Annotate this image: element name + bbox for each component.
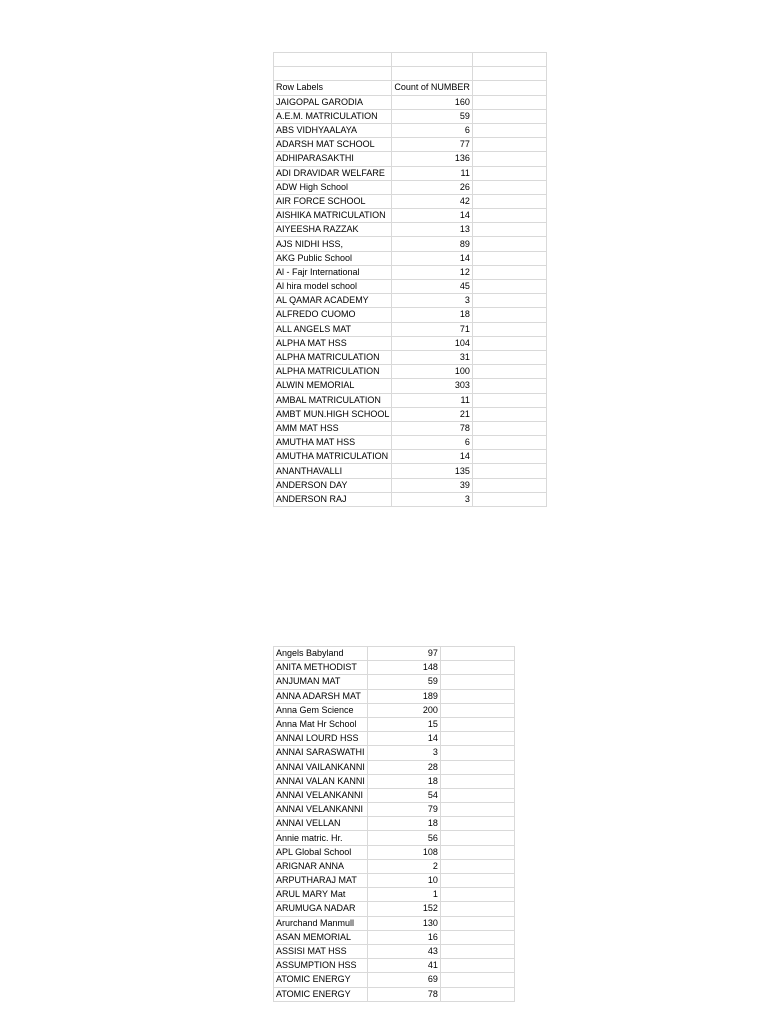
- row-label-cell[interactable]: AMBT MUN.HIGH SCHOOL: [274, 407, 392, 421]
- count-cell[interactable]: 13: [392, 223, 473, 237]
- cell[interactable]: [440, 944, 514, 958]
- row-label-cell[interactable]: ADW High School: [274, 180, 392, 194]
- row-label-cell[interactable]: Al - Fajr International: [274, 265, 392, 279]
- cell[interactable]: [440, 803, 514, 817]
- table-row: [274, 661, 515, 675]
- row-label-cell[interactable]: ALPHA MATRICULATION: [274, 365, 392, 379]
- count-cell[interactable]: 78: [392, 421, 473, 435]
- cell[interactable]: [440, 774, 514, 788]
- cell[interactable]: [472, 436, 546, 450]
- cell[interactable]: [472, 223, 546, 237]
- cell[interactable]: [440, 661, 514, 675]
- cell[interactable]: [472, 393, 546, 407]
- cell[interactable]: [392, 67, 473, 81]
- cell[interactable]: [472, 237, 546, 251]
- row-label-cell[interactable]: ANNAI SARASWATHI: [274, 746, 368, 760]
- table-row: [274, 152, 547, 166]
- count-cell[interactable]: 54: [367, 788, 440, 802]
- cell[interactable]: [472, 322, 546, 336]
- table-row: [274, 436, 547, 450]
- cell[interactable]: [440, 874, 514, 888]
- row-label-cell[interactable]: Anna Mat Hr School: [274, 717, 368, 731]
- row-label-cell[interactable]: ALL ANGELS MAT: [274, 322, 392, 336]
- cell[interactable]: [274, 67, 392, 81]
- table-row: [274, 675, 515, 689]
- row-label-cell[interactable]: ANNAI VALAN KANNI: [274, 774, 368, 788]
- cell[interactable]: [440, 902, 514, 916]
- table-row: [274, 294, 547, 308]
- count-cell[interactable]: 3: [367, 746, 440, 760]
- table-row: [274, 717, 515, 731]
- table-row: [274, 874, 515, 888]
- table-row: [274, 973, 515, 987]
- table-row: [274, 365, 547, 379]
- row-label-cell[interactable]: ALPHA MATRICULATION: [274, 350, 392, 364]
- count-cell[interactable]: 200: [367, 703, 440, 717]
- table-row: [274, 788, 515, 802]
- table-row: [274, 959, 515, 973]
- blank-row: [274, 53, 547, 67]
- cell[interactable]: [472, 67, 546, 81]
- cell[interactable]: [274, 53, 392, 67]
- count-cell[interactable]: 97: [367, 647, 440, 661]
- row-label-cell[interactable]: ADI DRAVIDAR WELFARE: [274, 166, 392, 180]
- cell[interactable]: [440, 746, 514, 760]
- table-row: [274, 817, 515, 831]
- cell[interactable]: [472, 166, 546, 180]
- row-label-cell[interactable]: ANNAI VELANKANNI: [274, 788, 368, 802]
- table-row: [274, 703, 515, 717]
- row-label-cell[interactable]: ANNAI VELLAN: [274, 817, 368, 831]
- count-cell[interactable]: 16: [367, 930, 440, 944]
- count-cell[interactable]: 135: [392, 464, 473, 478]
- table-row: [274, 379, 547, 393]
- cell[interactable]: [472, 152, 546, 166]
- row-label-cell[interactable]: JAIGOPAL GARODIA: [274, 95, 392, 109]
- blank-row: [274, 67, 547, 81]
- cell[interactable]: [472, 280, 546, 294]
- cell[interactable]: [472, 450, 546, 464]
- cell[interactable]: [440, 703, 514, 717]
- cell[interactable]: [472, 421, 546, 435]
- count-cell[interactable]: 43: [367, 944, 440, 958]
- row-label-cell[interactable]: ALWIN MEMORIAL: [274, 379, 392, 393]
- cell[interactable]: [472, 194, 546, 208]
- count-cell[interactable]: 31: [392, 350, 473, 364]
- count-cell[interactable]: 71: [392, 322, 473, 336]
- table-row: [274, 308, 547, 322]
- count-cell[interactable]: 100: [392, 365, 473, 379]
- cell[interactable]: [440, 732, 514, 746]
- cell[interactable]: [440, 916, 514, 930]
- table-row: [274, 803, 515, 817]
- cell[interactable]: [440, 689, 514, 703]
- count-cell[interactable]: 10: [367, 874, 440, 888]
- count-cell[interactable]: 14: [392, 209, 473, 223]
- count-cell[interactable]: 59: [367, 675, 440, 689]
- row-label-cell[interactable]: Annie matric. Hr.: [274, 831, 368, 845]
- cell[interactable]: [440, 717, 514, 731]
- table-row: [274, 760, 515, 774]
- count-cell[interactable]: 28: [367, 760, 440, 774]
- row-label-cell[interactable]: ANDERSON RAJ: [274, 492, 392, 506]
- table-row: [274, 845, 515, 859]
- table-row: [274, 393, 547, 407]
- row-label-cell[interactable]: AISHIKA MATRICULATION: [274, 209, 392, 223]
- count-cell[interactable]: 152: [367, 902, 440, 916]
- cell[interactable]: [472, 379, 546, 393]
- count-cell[interactable]: 1: [367, 888, 440, 902]
- cell[interactable]: [472, 81, 546, 95]
- row-label-cell[interactable]: AJS NIDHI HSS,: [274, 237, 392, 251]
- row-label-cell[interactable]: ADHIPARASAKTHI: [274, 152, 392, 166]
- row-label-cell[interactable]: ANNAI LOURD HSS: [274, 732, 368, 746]
- table-row: [274, 280, 547, 294]
- table-row: [274, 831, 515, 845]
- cell[interactable]: [472, 265, 546, 279]
- row-label-cell[interactable]: ANANTHAVALLI: [274, 464, 392, 478]
- table-row: [274, 689, 515, 703]
- row-label-cell[interactable]: ASSUMPTION HSS: [274, 959, 368, 973]
- cell[interactable]: [472, 478, 546, 492]
- row-label-cell[interactable]: AMBAL MATRICULATION: [274, 393, 392, 407]
- row-label-cell[interactable]: ASAN MEMORIAL: [274, 930, 368, 944]
- table-row: [274, 237, 547, 251]
- table-row: [274, 194, 547, 208]
- count-cell[interactable]: 148: [367, 661, 440, 675]
- cell[interactable]: [472, 53, 546, 67]
- count-cell[interactable]: 11: [392, 166, 473, 180]
- cell[interactable]: [472, 365, 546, 379]
- row-label-cell[interactable]: Anna Gem Science: [274, 703, 368, 717]
- table-row: [274, 109, 547, 123]
- count-cell[interactable]: 6: [392, 436, 473, 450]
- cell[interactable]: [472, 251, 546, 265]
- count-header[interactable]: Count of NUMBER: [392, 81, 473, 95]
- count-cell[interactable]: 89: [392, 237, 473, 251]
- row-label-cell[interactable]: ADARSH MAT SCHOOL: [274, 138, 392, 152]
- table-row: [274, 930, 515, 944]
- cell[interactable]: [472, 123, 546, 137]
- row-label-cell[interactable]: AKG Public School: [274, 251, 392, 265]
- cell[interactable]: [440, 973, 514, 987]
- table-row: [274, 95, 547, 109]
- table-row: [274, 774, 515, 788]
- cell[interactable]: [440, 859, 514, 873]
- row-label-cell[interactable]: ARPUTHARAJ MAT: [274, 874, 368, 888]
- table-row: [274, 464, 547, 478]
- row-label-cell[interactable]: Angels Babyland: [274, 647, 368, 661]
- table-row: [274, 123, 547, 137]
- row-label-cell[interactable]: ANNAI VAILANKANNI: [274, 760, 368, 774]
- cell[interactable]: [392, 53, 473, 67]
- row-label-cell[interactable]: ABS VIDHYAALAYA: [274, 123, 392, 137]
- row-label-cell[interactable]: AIR FORCE SCHOOL: [274, 194, 392, 208]
- table-row: [274, 647, 515, 661]
- row-labels-header[interactable]: Row Labels: [274, 81, 392, 95]
- header-row: [274, 81, 547, 95]
- cell[interactable]: [472, 308, 546, 322]
- count-cell[interactable]: 14: [392, 450, 473, 464]
- cell[interactable]: [472, 294, 546, 308]
- row-label-cell[interactable]: A.E.M. MATRICULATION: [274, 109, 392, 123]
- pivot-table-page-2: [273, 646, 515, 1002]
- count-cell[interactable]: 39: [392, 478, 473, 492]
- cell[interactable]: [472, 95, 546, 109]
- cell[interactable]: [472, 109, 546, 123]
- count-cell[interactable]: 2: [367, 859, 440, 873]
- count-cell[interactable]: 15: [367, 717, 440, 731]
- table-row: [274, 166, 547, 180]
- cell[interactable]: [440, 888, 514, 902]
- table-row: [274, 421, 547, 435]
- row-label-cell[interactable]: AIYEESHA RAZZAK: [274, 223, 392, 237]
- table-row: [274, 209, 547, 223]
- row-label-cell[interactable]: ANJUMAN MAT: [274, 675, 368, 689]
- cell[interactable]: [472, 336, 546, 350]
- table-row: [274, 492, 547, 506]
- table-row: [274, 859, 515, 873]
- count-cell[interactable]: 160: [392, 95, 473, 109]
- table-row: [274, 407, 547, 421]
- table-row: [274, 265, 547, 279]
- cell[interactable]: [472, 180, 546, 194]
- table-row: [274, 902, 515, 916]
- table-row: [274, 916, 515, 930]
- count-cell[interactable]: 14: [367, 732, 440, 746]
- count-cell[interactable]: 108: [367, 845, 440, 859]
- row-label-cell[interactable]: AMUTHA MATRICULATION: [274, 450, 392, 464]
- count-cell[interactable]: 41: [367, 959, 440, 973]
- count-cell[interactable]: 18: [392, 308, 473, 322]
- cell[interactable]: [472, 407, 546, 421]
- count-cell[interactable]: 56: [367, 831, 440, 845]
- row-label-cell[interactable]: ANNA ADARSH MAT: [274, 689, 368, 703]
- row-label-cell[interactable]: ASSISI MAT HSS: [274, 944, 368, 958]
- count-cell[interactable]: 3: [392, 492, 473, 506]
- row-label-cell[interactable]: ALFREDO CUOMO: [274, 308, 392, 322]
- table-row: [274, 350, 547, 364]
- cell[interactable]: [440, 760, 514, 774]
- count-cell[interactable]: 104: [392, 336, 473, 350]
- table-row: [274, 732, 515, 746]
- table-row: [274, 746, 515, 760]
- row-label-cell[interactable]: ATOMIC ENERGY: [274, 973, 368, 987]
- cell[interactable]: [440, 930, 514, 944]
- count-cell[interactable]: 303: [392, 379, 473, 393]
- table-row: [274, 138, 547, 152]
- table-row: [274, 223, 547, 237]
- count-cell[interactable]: 6: [392, 123, 473, 137]
- count-cell[interactable]: 26: [392, 180, 473, 194]
- table-row: [274, 336, 547, 350]
- count-cell[interactable]: 3: [392, 294, 473, 308]
- count-cell[interactable]: 77: [392, 138, 473, 152]
- row-label-cell[interactable]: AMM MAT HSS: [274, 421, 392, 435]
- count-cell[interactable]: 79: [367, 803, 440, 817]
- cell[interactable]: [472, 138, 546, 152]
- cell[interactable]: [440, 845, 514, 859]
- table-row: [274, 478, 547, 492]
- row-label-cell[interactable]: ANITA METHODIST: [274, 661, 368, 675]
- cell[interactable]: [472, 492, 546, 506]
- count-cell[interactable]: 18: [367, 774, 440, 788]
- count-cell[interactable]: 45: [392, 280, 473, 294]
- cell[interactable]: [440, 831, 514, 845]
- table-row: [274, 888, 515, 902]
- cell[interactable]: [440, 647, 514, 661]
- count-cell[interactable]: 189: [367, 689, 440, 703]
- pivot-table-page-1: [273, 52, 547, 507]
- count-cell[interactable]: 18: [367, 817, 440, 831]
- count-cell[interactable]: 130: [367, 916, 440, 930]
- row-label-cell[interactable]: ARUL MARY Mat: [274, 888, 368, 902]
- table-row: [274, 180, 547, 194]
- row-label-cell[interactable]: AMUTHA MAT HSS: [274, 436, 392, 450]
- row-label-cell[interactable]: Al hira model school: [274, 280, 392, 294]
- row-label-cell[interactable]: ATOMIC ENERGY: [274, 987, 368, 1001]
- count-cell[interactable]: 59: [392, 109, 473, 123]
- count-cell[interactable]: 21: [392, 407, 473, 421]
- count-cell[interactable]: 42: [392, 194, 473, 208]
- count-cell[interactable]: 136: [392, 152, 473, 166]
- table-row: [274, 450, 547, 464]
- row-label-cell[interactable]: AL QAMAR ACADEMY: [274, 294, 392, 308]
- cell[interactable]: [440, 959, 514, 973]
- cell[interactable]: [472, 209, 546, 223]
- count-cell[interactable]: 11: [392, 393, 473, 407]
- table-row: [274, 987, 515, 1001]
- table-row: [274, 322, 547, 336]
- cell[interactable]: [440, 675, 514, 689]
- row-label-cell[interactable]: ARIGNAR ANNA: [274, 859, 368, 873]
- table-row: [274, 944, 515, 958]
- count-cell[interactable]: 14: [392, 251, 473, 265]
- row-label-cell[interactable]: Arurchand Manmull: [274, 916, 368, 930]
- cell[interactable]: [440, 788, 514, 802]
- count-cell[interactable]: 12: [392, 265, 473, 279]
- row-label-cell[interactable]: ALPHA MAT HSS: [274, 336, 392, 350]
- row-label-cell[interactable]: ANDERSON DAY: [274, 478, 392, 492]
- count-cell[interactable]: 78: [367, 987, 440, 1001]
- cell[interactable]: [472, 464, 546, 478]
- table-row: [274, 251, 547, 265]
- row-label-cell[interactable]: ARUMUGA NADAR: [274, 902, 368, 916]
- count-cell[interactable]: 69: [367, 973, 440, 987]
- row-label-cell[interactable]: ANNAI VELANKANNI: [274, 803, 368, 817]
- cell[interactable]: [440, 987, 514, 1001]
- cell[interactable]: [472, 350, 546, 364]
- row-label-cell[interactable]: APL Global School: [274, 845, 368, 859]
- cell[interactable]: [440, 817, 514, 831]
